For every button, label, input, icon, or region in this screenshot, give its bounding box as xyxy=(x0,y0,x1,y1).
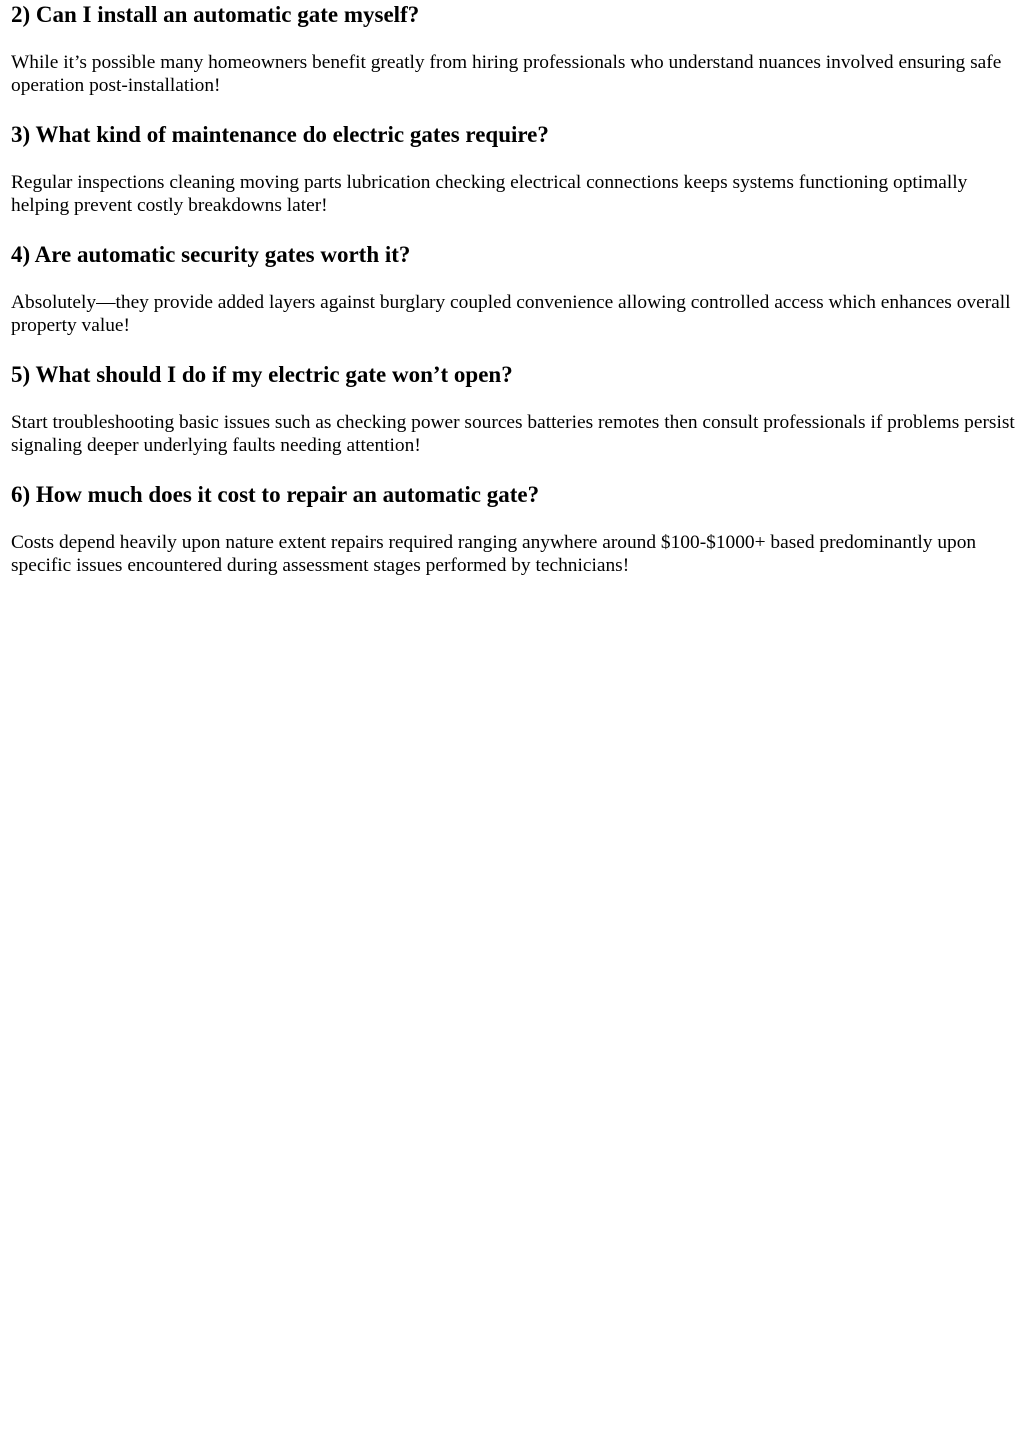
faq-question: 4) Are automatic security gates worth it? xyxy=(11,242,411,267)
faq-answer: Start troubleshooting basic issues such as checking power sources batteries remotes then consult professionals if problems persist signaling deeper underlying faults needing attention! xyxy=(11,412,1015,456)
faq-item-wont-open xyxy=(11,360,1016,457)
faq-answer: Regular inspections cleaning moving parts lubrication checking electrical connections keeps systems functioning optimally helping prevent costly breakdowns later! xyxy=(11,172,968,216)
faq-item-worth-it xyxy=(11,240,1016,337)
faq-item-install xyxy=(11,0,1016,97)
faq-answer: Costs depend heavily upon nature extent repairs required ranging anywhere around $100-$1000+ based predominantly upon specific issues encountered during assessment stages performed by technicians! xyxy=(11,532,977,576)
faq-answer: While it’s possible many homeowners benefit greatly from hiring professionals who understand nuances involved ensuring safe operation post-installation! xyxy=(11,52,1002,96)
faq-question: 2) Can I install an automatic gate myself? xyxy=(11,2,420,27)
faq-item-repair-cost xyxy=(11,480,1016,577)
faq-answer: Absolutely—they provide added layers against burglary coupled convenience allowing controlled access which enhances overall property value! xyxy=(11,292,1011,336)
faq-question: 6) How much does it cost to repair an automatic gate? xyxy=(11,482,540,507)
faq-question: 5) What should I do if my electric gate won’t open? xyxy=(11,362,513,387)
faq-item-maintenance xyxy=(11,120,1016,217)
faq-question: 3) What kind of maintenance do electric gates require? xyxy=(11,122,549,147)
